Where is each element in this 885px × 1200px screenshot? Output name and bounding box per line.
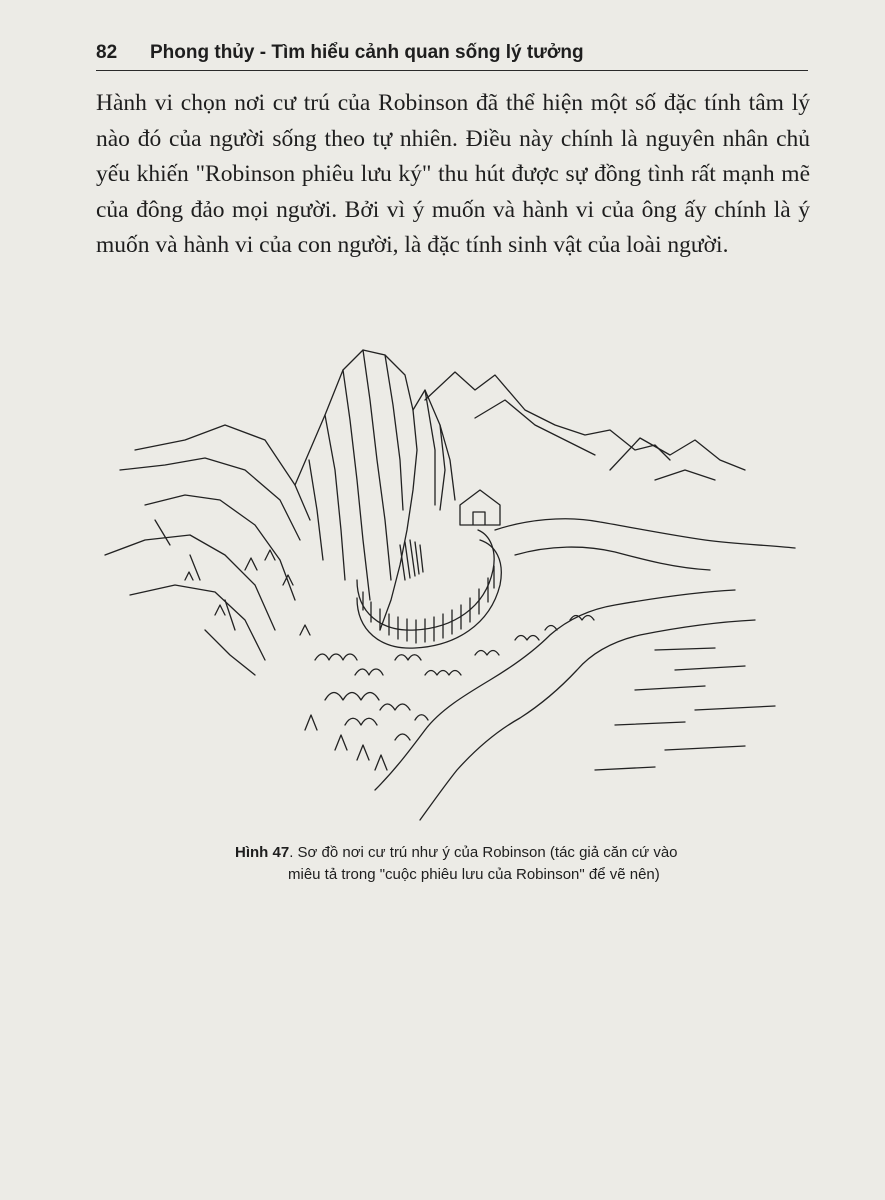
body-text xyxy=(96,86,810,264)
palisade-fence xyxy=(357,540,501,648)
caption-line-1: . Sơ đồ nơi cư trú như ý của Robinson (tác giả căn cứ vào xyxy=(289,844,678,861)
caption-line-2: miêu tả trong "cuộc phiêu lưu của Robinson" để vẽ nên) xyxy=(288,866,660,883)
left-slopes xyxy=(135,425,310,520)
river xyxy=(375,590,735,790)
hill-structure xyxy=(460,490,500,525)
book-title: Phong thủy - Tìm hiểu cảnh quan sống lý tưởng xyxy=(150,42,584,63)
figure-47-illustration xyxy=(95,330,805,830)
body-paragraph: Hành vi chọn nơi cư trú của Robinson đã thể hiện một số đặc tính tâm lý nào đó của người sống theo tự nhiên. Điều này chính là nguyên nhân chủ yếu khiến "Robinson phiêu lưu ký" thu hút được sự đồng tình rất mạnh mẽ của đông đảo mọi người. Bởi vì ý muốn và hành vi của ông ấy chính là ý muốn và hành vi của con người, là đặc tính sinh vật của loài người. xyxy=(96,90,810,258)
page-number: 82 xyxy=(96,42,118,63)
figure-label: Hình 47 xyxy=(235,844,290,861)
trees xyxy=(185,550,310,635)
distant-mountains xyxy=(425,372,670,460)
sea-lines xyxy=(595,648,775,770)
figure-caption xyxy=(235,842,775,886)
running-header xyxy=(96,40,808,71)
vegetation xyxy=(315,616,594,676)
